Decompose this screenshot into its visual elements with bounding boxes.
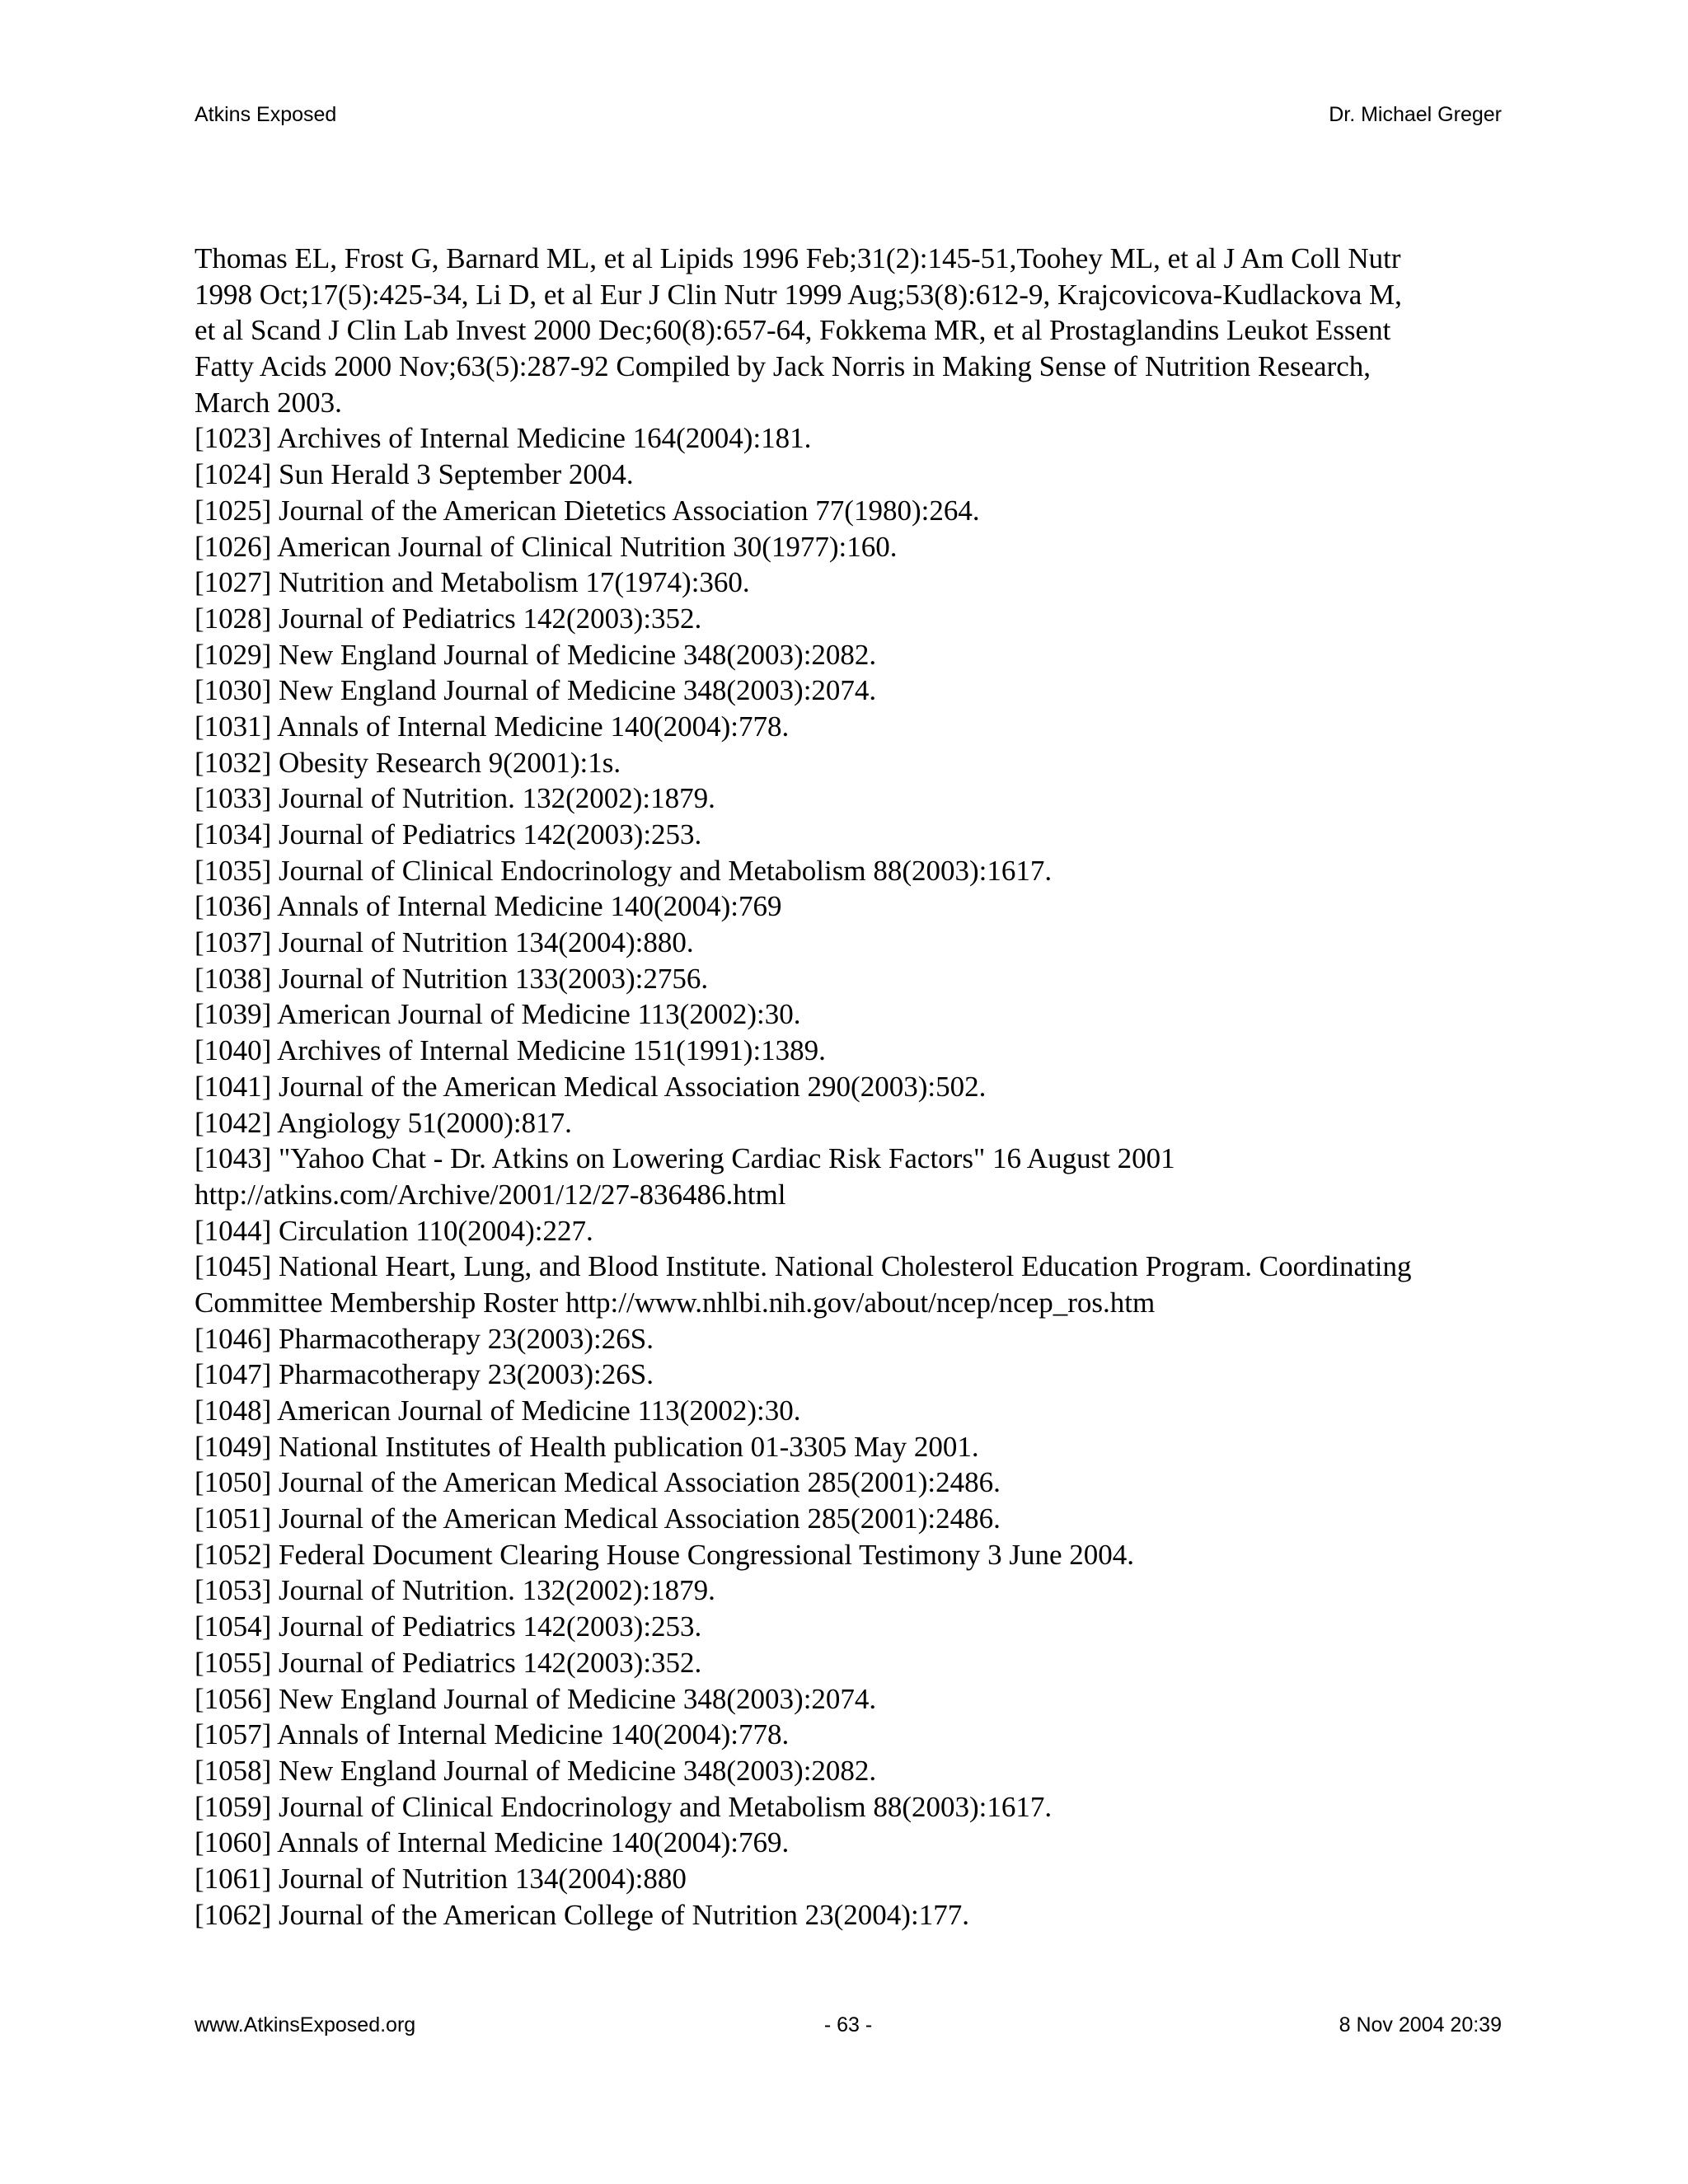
reference-line: [1036] Annals of Internal Medicine 140(2004):769: [195, 890, 782, 923]
reference-line: [1043] "Yahoo Chat - Dr. Atkins on Lowering Cardiac Risk Factors" 16 August 2001: [195, 1142, 1175, 1175]
reference-line: [1045] National Heart, Lung, and Blood Institute. National Cholesterol Education Program. Coordinating: [195, 1250, 1412, 1283]
reference-line: [1035] Journal of Clinical Endocrinology and Metabolism 88(2003):1617.: [195, 854, 1053, 887]
reference-line: [1052] Federal Document Clearing House Congressional Testimony 3 June 2004.: [195, 1538, 1135, 1571]
reference-line: [1058] New England Journal of Medicine 348(2003):2082.: [195, 1754, 877, 1787]
reference-line: [1057] Annals of Internal Medicine 140(2004):778.: [195, 1718, 790, 1751]
reference-line: et al Scand J Clin Lab Invest 2000 Dec;60(8):657-64, Fokkema MR, et al Prostaglandins Leukot Essent: [195, 314, 1391, 347]
reference-line: [1024] Sun Herald 3 September 2004.: [195, 458, 634, 491]
reference-line: [1023] Archives of Internal Medicine 164(2004):181.: [195, 422, 812, 455]
reference-line: [1051] Journal of the American Medical Association 285(2001):2486.: [195, 1502, 1001, 1535]
page-number: - 63 -: [823, 2013, 873, 2036]
reference-line: [1026] American Journal of Clinical Nutrition 30(1977):160.: [195, 530, 898, 563]
reference-line: [1044] Circulation 110(2004):227.: [195, 1214, 593, 1247]
reference-line: [1047] Pharmacotherapy 23(2003):26S.: [195, 1358, 654, 1391]
reference-line: Committee Membership Roster http://www.nhlbi.nih.gov/about/ncep/ncep_ros.htm: [195, 1286, 1156, 1319]
reference-line: [1050] Journal of the American Medical Association 285(2001):2486.: [195, 1466, 1001, 1499]
header-title: Atkins Exposed: [195, 103, 337, 126]
reference-line: [1056] New England Journal of Medicine 348(2003):2074.: [195, 1682, 877, 1715]
reference-line: [1029] New England Journal of Medicine 348(2003):2082.: [195, 638, 877, 671]
reference-line: [1038] Journal of Nutrition 133(2003):2756.: [195, 962, 709, 995]
reference-line: [1048] American Journal of Medicine 113(2002):30.: [195, 1394, 801, 1427]
reference-line: [1030] New England Journal of Medicine 348(2003):2074.: [195, 674, 877, 707]
reference-line: [1049] National Institutes of Health publication 01-3305 May 2001.: [195, 1430, 979, 1463]
footer-website: www.AtkinsExposed.org: [195, 2013, 416, 2036]
reference-line: March 2003.: [195, 386, 342, 419]
reference-line: [1037] Journal of Nutrition 134(2004):880.: [195, 926, 694, 959]
header-author: Dr. Michael Greger: [1329, 103, 1502, 126]
reference-line: [1062] Journal of the American College of Nutrition 23(2004):177.: [195, 1898, 969, 1931]
reference-line: [1059] Journal of Clinical Endocrinology and Metabolism 88(2003):1617.: [195, 1790, 1053, 1823]
reference-line: [1060] Annals of Internal Medicine 140(2004):769.: [195, 1826, 790, 1859]
reference-line: [1041] Journal of the American Medical Association 290(2003):502.: [195, 1070, 987, 1103]
reference-line: [1061] Journal of Nutrition 134(2004):880: [195, 1862, 687, 1895]
reference-line: [1028] Journal of Pediatrics 142(2003):352.: [195, 602, 702, 635]
reference-line: [1025] Journal of the American Dietetics Association 77(1980):264.: [195, 494, 980, 527]
footer-timestamp: 8 Nov 2004 20:39: [1339, 2013, 1502, 2036]
reference-line: Thomas EL, Frost G, Barnard ML, et al Lipids 1996 Feb;31(2):145-51,Toohey ML, et al J Am Coll Nutr: [195, 242, 1401, 274]
reference-line: http://atkins.com/Archive/2001/12/27-836486.html: [195, 1178, 786, 1211]
reference-line: [1034] Journal of Pediatrics 142(2003):253.: [195, 818, 702, 851]
reference-line: [1032] Obesity Research 9(2001):1s.: [195, 746, 621, 779]
reference-line: [1027] Nutrition and Metabolism 17(1974):360.: [195, 566, 750, 599]
reference-line: [1046] Pharmacotherapy 23(2003):26S.: [195, 1322, 654, 1355]
reference-line: 1998 Oct;17(5):425-34, Li D, et al Eur J Clin Nutr 1999 Aug;53(8):612-9, Krajcovicova-Kudlackova M,: [195, 278, 1402, 311]
references-list: [195, 241, 1480, 1933]
reference-line: [1033] Journal of Nutrition. 132(2002):1879.: [195, 782, 715, 815]
reference-line: [1042] Angiology 51(2000):817.: [195, 1106, 572, 1139]
reference-line: [1040] Archives of Internal Medicine 151(1991):1389.: [195, 1034, 826, 1067]
reference-line: [1054] Journal of Pediatrics 142(2003):253.: [195, 1610, 702, 1643]
reference-line: [1031] Annals of Internal Medicine 140(2004):778.: [195, 710, 790, 743]
reference-line: [1053] Journal of Nutrition. 132(2002):1879.: [195, 1574, 715, 1607]
reference-line: [1055] Journal of Pediatrics 142(2003):352.: [195, 1646, 702, 1679]
reference-line: Fatty Acids 2000 Nov;63(5):287-92 Compiled by Jack Norris in Making Sense of Nutrition Research,: [195, 350, 1372, 383]
reference-line: [1039] American Journal of Medicine 113(2002):30.: [195, 998, 801, 1031]
